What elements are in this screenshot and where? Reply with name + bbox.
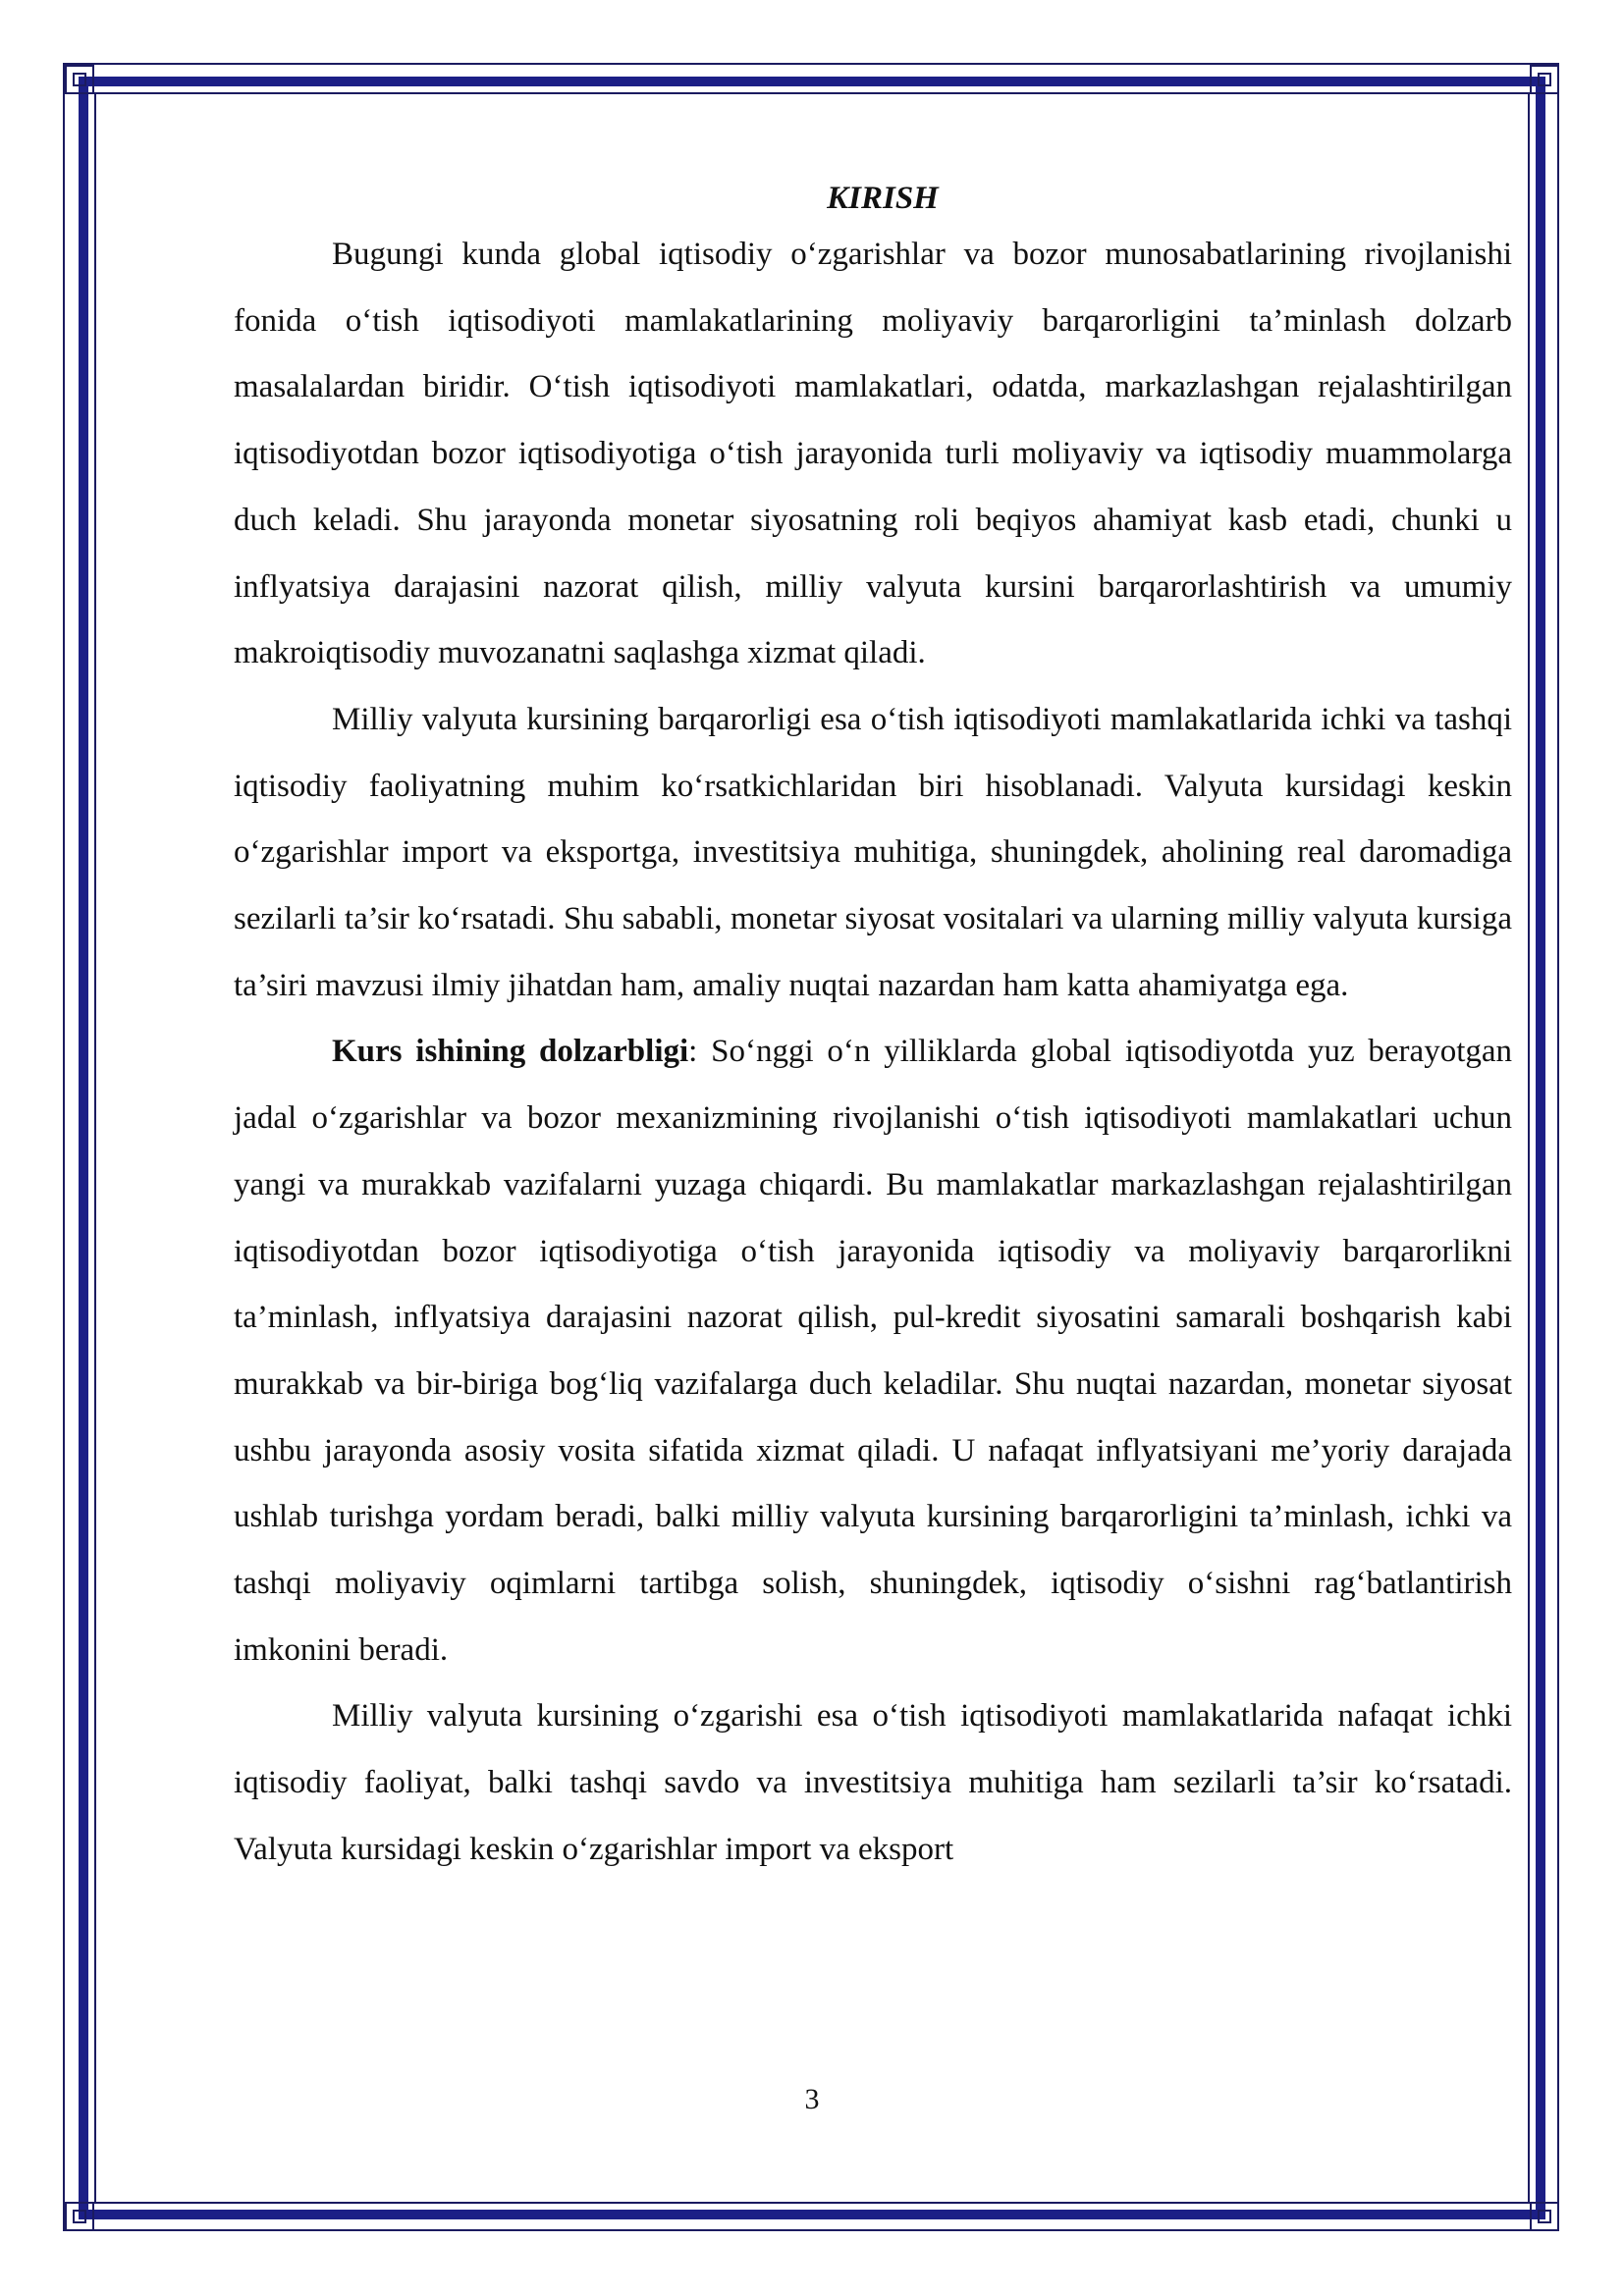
paragraph-1 (234, 222, 1512, 687)
page-number: 3 (804, 2083, 820, 2115)
paragraph-lead-bold: Kurs ishining dolzarbligi (332, 1034, 689, 1070)
document-body (234, 175, 1512, 1884)
border-corner-ornament (1530, 2202, 1559, 2231)
paragraph-text: Milliy valyuta kursining o‘zgarishi esa o‘tish iqtisodiyoti mamlakatlarida nafaqat ichki iqtisodiy faoliyat, balki tashqi savdo va investitsiya muhitiga ham sezilarli ta’sir ko‘rsatadi. Valyuta kursidagi keskin o‘zgarishlar import va eksport (234, 1698, 1512, 1867)
border-corner-ornament (1530, 65, 1559, 94)
paragraph-2 (234, 687, 1512, 1020)
paragraph-text: Bugungi kunda global iqtisodiy o‘zgarishlar va bozor munosabatlarining rivojlanishi fonida o‘tish iqtisodiyoti mamlakatlarining moliyaviy barqarorligini ta’minlash dolzarb masalalardan biridir. O‘tish iqtisodiyoti mamlakatlari, odatda, markazlashgan rejalashtirilgan iqtisodiyotdan bozor iqtisodiyotiga o‘tish jarayonida turli moliyaviy va iqtisodiy muammolarga duch keladi. Shu jarayonda monetar siyosatning roli beqiyos ahamiyat kasb etadi, chunki u inflyatsiya darajasini nazorat qilish, milliy valyuta kursini barqarorlashtirish va umumiy makroiqtisodiy muvozanatni saqlashga xizmat qiladi. (234, 237, 1512, 671)
section-title: KIRISH (827, 181, 939, 216)
border-corner-ornament (65, 65, 94, 94)
paragraph-4 (234, 1683, 1512, 1883)
border-corner-ornament (65, 2202, 94, 2231)
paragraph-3 (234, 1019, 1512, 1683)
paragraph-text: : So‘nggi o‘n yilliklarda global iqtisodiyotda yuz berayotgan jadal o‘zgarishlar va bozor mexanizmining rivojlanishi o‘tish iqtisodiyoti mamlakatlari uchun yangi va murakkab vazifalarni yuzaga chiqardi. Bu mamlakatlar markazlashgan rejalashtirilgan iqtisodiyotdan bozor iqtisodiyotiga o‘tish jarayonida iqtisodiy va moliyaviy barqarorlikni ta’minlash, inflyatsiya darajasini nazorat qilish, pul-kredit siyosatini samarali boshqarish kabi murakkab va bir-biriga bog‘liq vazifalarga duch keladilar. Shu nuqtai nazardan, monetar siyosat ushbu jarayonda asosiy vosita sifatida xizmat qiladi. U nafaqat inflyatsiyani me’yoriy darajada ushlab turishga yordam beradi, balki milliy valyuta kursining barqarorligini ta’minlash, ichki va tashqi moliyaviy oqimlarni tartibga solish, shuningdek, iqtisodiy o‘sishni rag‘batlantirish imkonini beradi. (234, 1034, 1513, 1668)
paragraph-text: Milliy valyuta kursining barqarorligi esa o‘tish iqtisodiyoti mamlakatlarida ichki va tashqi iqtisodiy faoliyatning muhim ko‘rsatkichlaridan biri hisoblanadi. Valyuta kursidagi keskin o‘zgarishlar import va eksportga, investitsiya muhitiga, shuningdek, aholining real daromadiga sezilarli ta’sir ko‘rsatadi. Shu sababli, monetar siyosat vositalari va ularning milliy valyuta kursiga ta’siri mavzusi ilmiy jihatdan ham, amaliy nuqtai nazardan ham katta ahamiyatga ega. (234, 701, 1512, 1003)
